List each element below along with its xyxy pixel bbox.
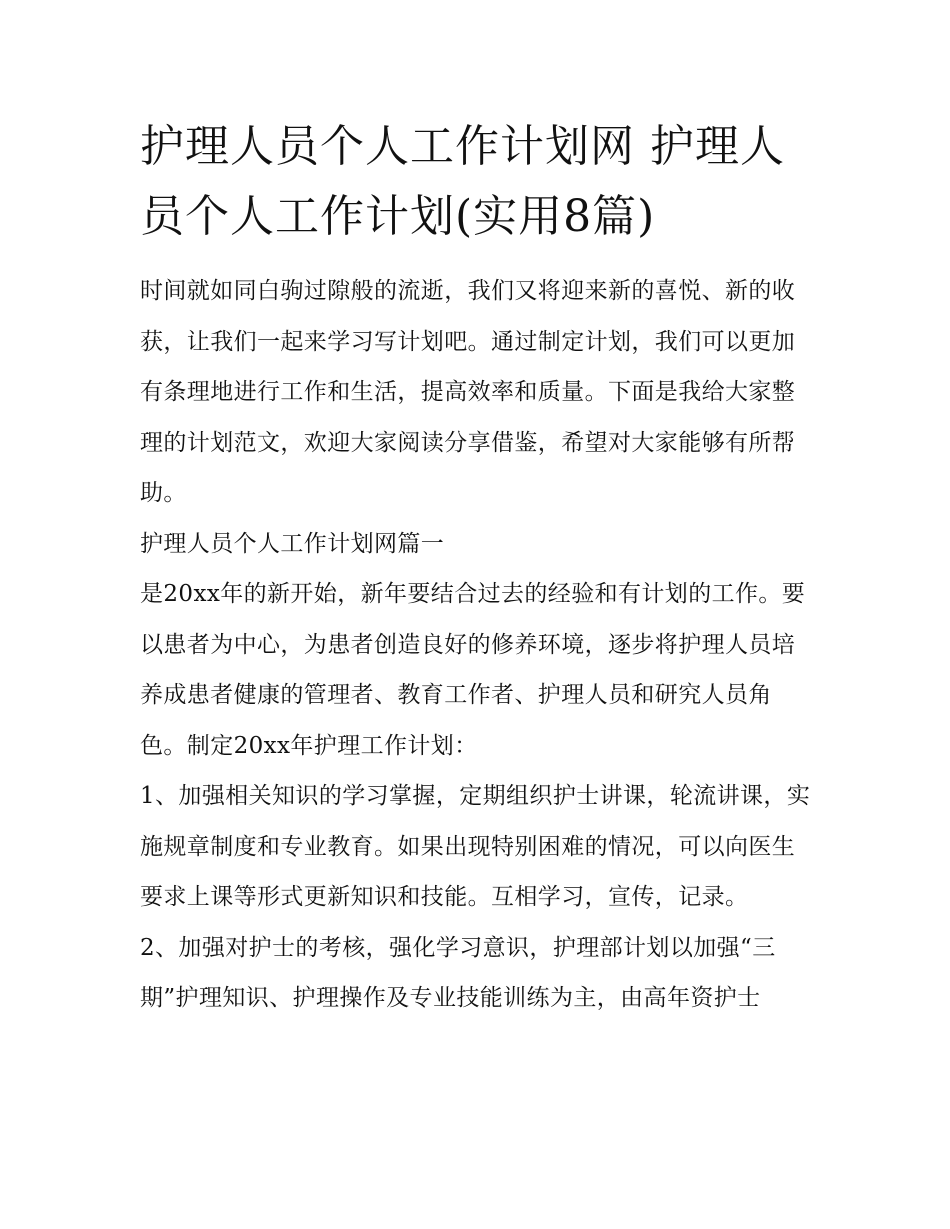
section-heading: 护理人员个人工作计划网篇一 (140, 530, 445, 557)
document-body (140, 112, 815, 1024)
body-paragraph: 是20xx年的新开始，新年要结合过去的经验和有计划的工作。要以患者为中心，为患者创造良好的修养环境，逐步将护理人员培养成患者健康的管理者、教育工作者、护理人员和研究人员角色。制定20xx年护理工作计划： (140, 581, 806, 759)
list-item-2: 2、加强对护士的考核，强化学习意识，护理部计划以加强“三期”护理知识、护理操作及专业技能训练为主，由高年资护士 (140, 934, 776, 1011)
list-item-1: 1、加强相关知识的学习掌握，定期组织护士讲课，轮流讲课，实施规章制度和专业教育。如果出现特别困难的情况，可以向医生要求上课等形式更新知识和技能。互相学习，宣传，记录。 (140, 783, 811, 910)
intro-paragraph: 时间就如同白驹过隙般的流逝，我们又将迎来新的喜悦、新的收获，让我们一起来学习写计划吧。通过制定计划，我们可以更加有条理地进行工作和生活，提高效率和质量。下面是我给大家整理的计划范文，欢迎大家阅读分享借鉴，希望对大家能够有所帮助。 (140, 278, 796, 506)
document-title: 护理人员个人工作计划网 护理人员个人工作计划(实用8篇) (140, 121, 785, 242)
